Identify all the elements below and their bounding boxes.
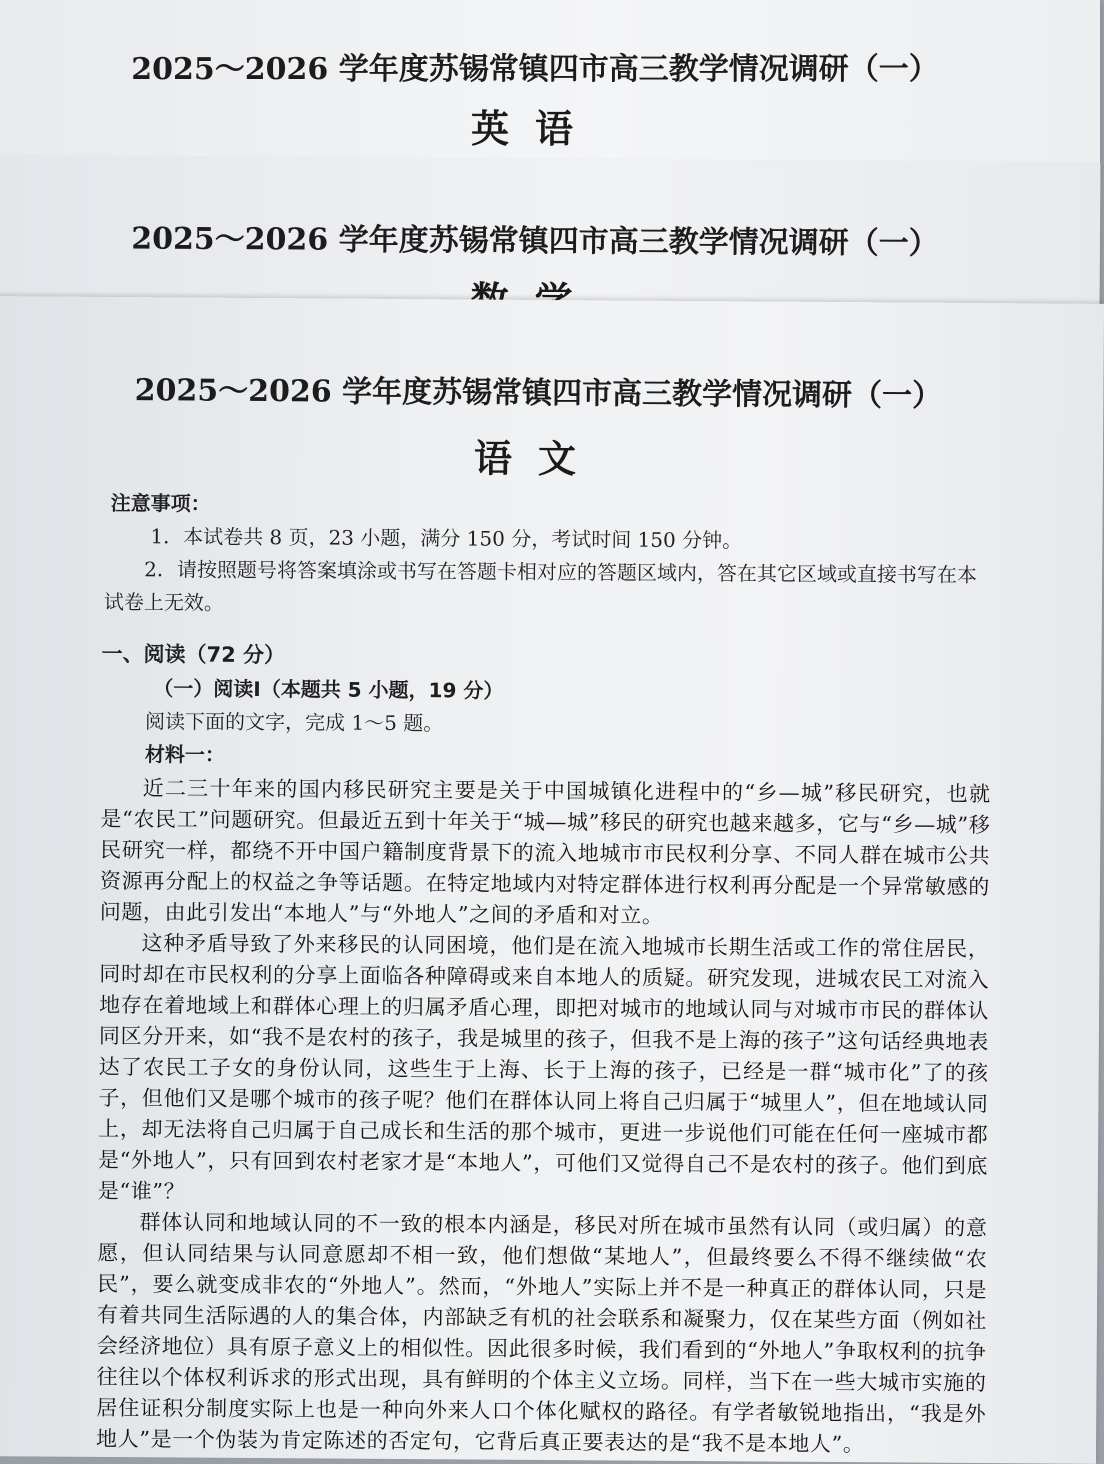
notice-heading: 注意事项：: [110, 490, 211, 516]
english-exam-sheet: [0, 0, 1100, 170]
section-instruction: 阅读下面的文字，完成 1～5 题。: [145, 709, 444, 736]
chinese-exam-title: 2025～2026 学年度苏锡常镇四市高三教学情况调研（一）: [134, 373, 943, 414]
passage-paragraph: 这种矛盾导致了外来移民的认同困境，他们是在流入地城市长期生活或工作的常住居民，同时却在市民权利的分享上面临各种障碍或来自本地人的质疑。研究发现，进城农民工对流入地存在着地域上和群体心理上的归属矛盾心理，即把对城市的地域认同与对城市市民的群体认同区分开来，如“我不是农村的孩子，我是城里的孩子，但我不是上海的孩子”这句话经典地表达了农民工子女的身份认同，这些生于上海、长于上海的孩子，已经是一群“城市化”了的孩子，但他们又是哪个城市的孩子呢？他们在群体认同上将自己归属于“城里人”，但在地域认同上，却无法将自己归属于自己成长和生活的那个城市，更进一步说他们可能在任何一座城市都是“外地人”，只有回到农村老家才是“本地人”，可他们又觉得自己不是农村的孩子。他们到底是“谁”？: [97, 931, 990, 1204]
notice-item-1: 1．本试卷共 8 页，23 小题，满分 150 分，考试时间 150 分钟。: [150, 524, 743, 553]
reading-section: [96, 637, 992, 1461]
english-exam-title: 2025～2026 学年度苏锡常镇四市高三教学情况调研（一）: [131, 52, 939, 87]
section-subtitle: （一）阅读Ⅰ（本题共 5 小题，19 分）: [153, 676, 504, 703]
reading-passage: [96, 773, 991, 1461]
passage-paragraph: 群体认同和地域认同的不一致的根本内涵是，移民对所在城市虽然有认同（或归属）的意愿，但认同结果与认同意愿却不相一致，他们想做“某地人”，但最终要么不得不继续做“农民”，要么就变成非农的“外地人”。然而，“外地人”实际上并不是一种真正的群体认同，只是有着共同生活际遇的人的集合体，内部缺乏有机的社会联系和凝聚力，仅在某些方面（例如社会经济地位）具有原子意义上的相似性。因此很多时候，我们看到的“外地人”争取权利的抗争往往以个体权利诉求的形式出现，具有鲜明的个体主义立场。同样，当下在一些大城市实施的居住证积分制度实际上也是一种向外来人口个体化赋权的路径。有学者敏锐地指出，“我是外地人”是一个伪装为肯定陈述的否定句，它背后真正要表达的是“我不是本地人”。: [96, 1210, 988, 1457]
notice-block: [103, 487, 991, 625]
passage-paragraph: 近二三十年来的国内移民研究主要是关于中国城镇化进程中的“乡—城”移民研究，也就是“农民工”问题研究。但最近五到十年关于“城—城”移民的研究也越来越多，它与“乡—城”移民研究一样，都绕不开中国户籍制度背景下的流入地城市市民权利分享、不同人群在城市公共资源再分配上的权益之争等话题。在特定地域内对特定群体进行权利再分配是一个异常敏感的问题，由此引发出“本地人”与“外地人”之间的矛盾和对立。: [99, 776, 991, 928]
material-label: 材料一：: [144, 742, 225, 767]
chinese-exam-sheet: [0, 296, 1104, 1464]
english-subject-label: 英语: [470, 107, 599, 151]
chinese-subject-label: 语文: [473, 436, 603, 482]
math-exam-title: 2025～2026 学年度苏锡常镇四市高三教学情况调研（一）: [131, 221, 939, 262]
notice-item-2: 2．请按照题号将答案填涂或书写在答题卡相对应的答题区域内，答在其它区域或直接书写在本试卷上无效。: [103, 557, 977, 615]
math-exam-sheet: [0, 157, 1100, 314]
section-title: 一、阅读（72 分）: [101, 641, 286, 668]
